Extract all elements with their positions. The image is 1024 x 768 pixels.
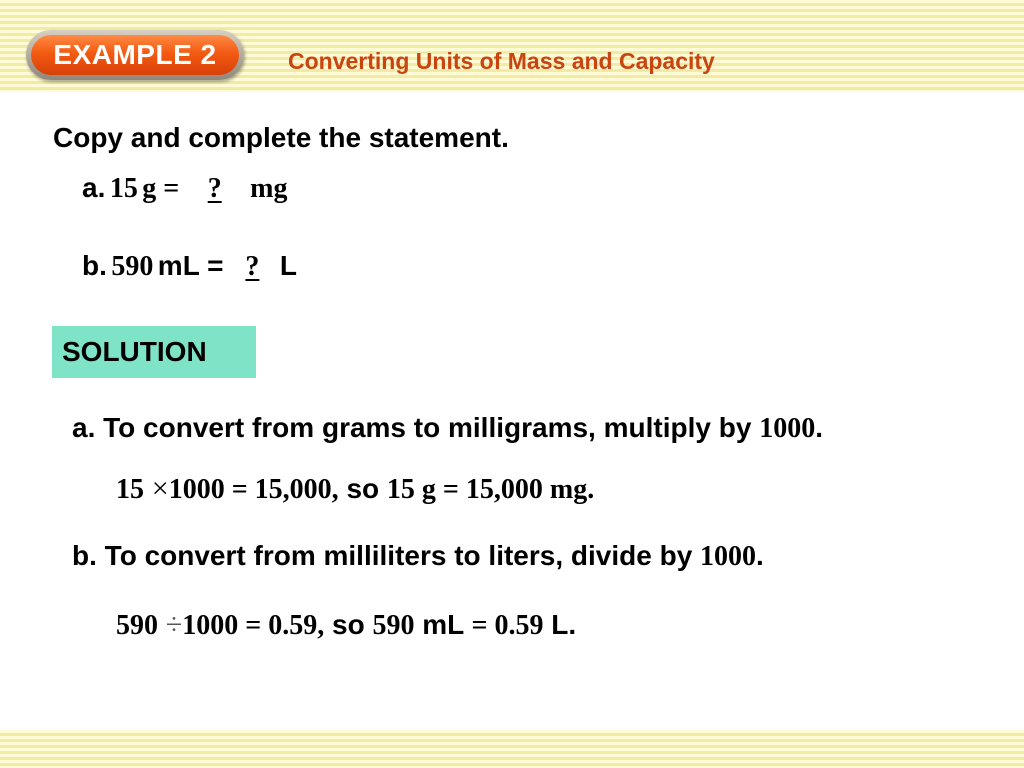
problem-a-number: 15 — [109, 173, 138, 204]
footer-band — [0, 730, 1024, 768]
problem-a-unit: g = — [142, 173, 180, 204]
solution-b-explanation: b. To convert from milliliters to liters, divide by — [72, 540, 693, 571]
solution-a-result: 15 g = 15,000 mg. — [386, 474, 595, 505]
solution-a-calc-left: 15 — [116, 474, 144, 505]
problem-a-target-unit: mg — [250, 173, 288, 204]
problem-b — [82, 250, 297, 283]
problem-b-blank: ? — [245, 251, 260, 282]
multiply-icon: × — [151, 472, 169, 505]
solution-box — [52, 326, 256, 378]
solution-b-calc-left: 590 — [116, 610, 158, 641]
solution-b-result-num: 590 — [372, 610, 415, 641]
solution-a-text — [72, 412, 823, 445]
solution-b-text — [72, 540, 764, 573]
solution-b-period: . — [756, 540, 764, 571]
solution-a-so: so — [346, 473, 380, 504]
problem-a-blank: ? — [207, 173, 222, 204]
header-title: Converting Units of Mass and Capacity — [288, 48, 715, 74]
solution-label: SOLUTION — [62, 336, 207, 367]
solution-b-factor: 1000 — [700, 541, 757, 572]
solution-a-calc — [116, 472, 594, 506]
example-badge — [26, 30, 244, 80]
solution-b-calc-right: 1000 = 0.59, — [182, 610, 325, 641]
solution-a-factor: 1000 — [759, 413, 816, 444]
solution-b-result-unit: mL — [422, 609, 464, 640]
problem-a-letter: a. — [82, 172, 106, 203]
solution-a-explanation: a. To convert from grams to milligrams, multiply by — [72, 412, 752, 443]
problem-b-target-unit: L — [279, 250, 297, 281]
problem-b-letter: b. — [82, 250, 107, 281]
problem-a — [82, 172, 287, 205]
solution-b-result-unit2: L. — [551, 609, 577, 640]
solution-a-calc-right: 1000 = 15,000, — [168, 474, 339, 505]
problem-b-number: 590 — [111, 251, 154, 282]
solution-a-period: . — [815, 412, 823, 443]
problem-b-unit: mL = — [157, 250, 224, 281]
solution-b-result-eq: = 0.59 — [471, 610, 544, 641]
solution-b-so: so — [332, 609, 365, 640]
solution-b-calc — [116, 608, 576, 642]
divide-icon: ÷ — [165, 608, 183, 641]
example-badge-label: EXAMPLE 2 — [31, 35, 239, 75]
instruction-text: Copy and complete the statement. — [53, 122, 509, 153]
